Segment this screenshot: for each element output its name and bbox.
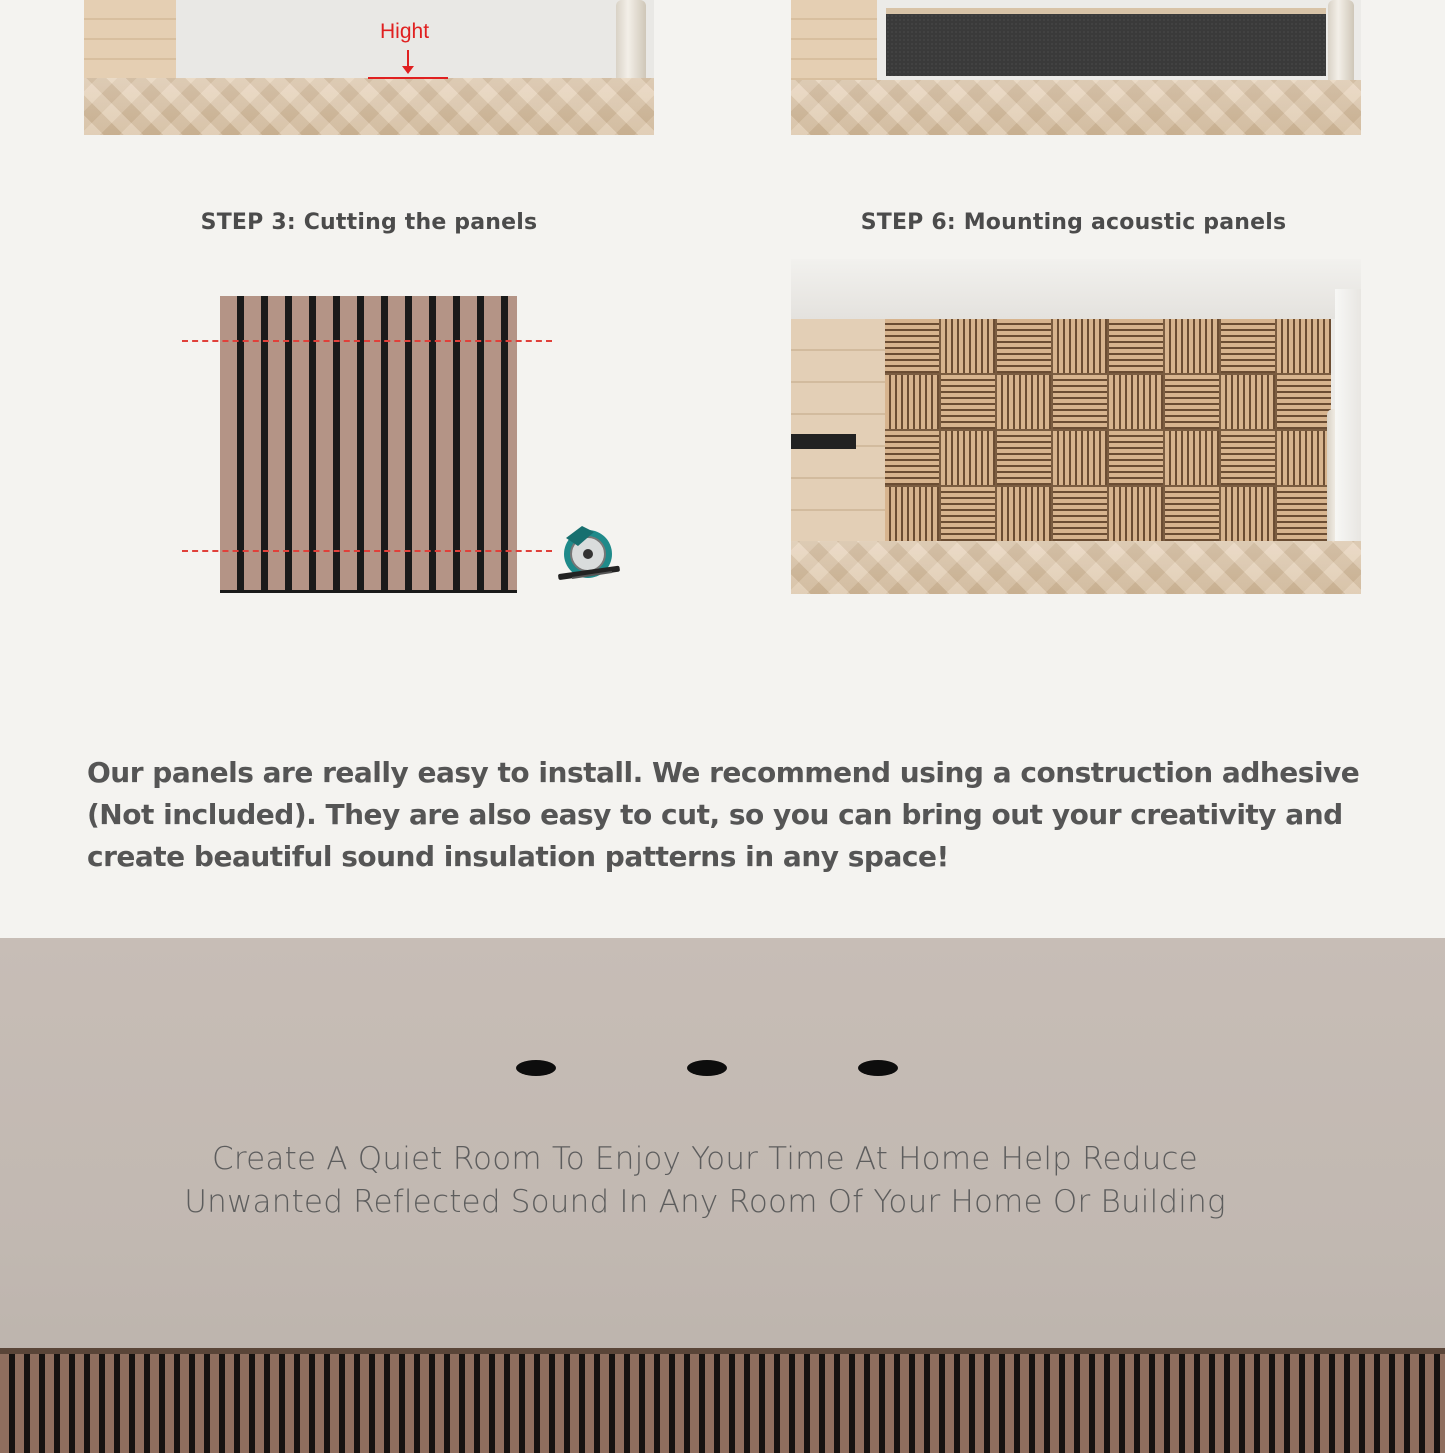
banner-tagline <box>0 1138 1410 1224</box>
floor <box>84 78 654 135</box>
height-baseline <box>368 77 448 79</box>
room-height-photo <box>84 0 654 135</box>
quiet-room-banner <box>0 938 1445 1453</box>
step3-title: STEP 3: Cutting the panels <box>200 210 538 235</box>
cabinet <box>791 0 877 80</box>
dark-panel-strip <box>886 8 1326 76</box>
floor <box>791 80 1361 135</box>
step6-title: STEP 6: Mounting acoustic panels <box>860 210 1287 235</box>
kitchen-cabinets <box>791 319 885 541</box>
cut-line-bottom <box>182 550 552 552</box>
circular-saw-icon <box>552 520 624 588</box>
room-strip-photo <box>791 0 1361 135</box>
kitchen-counter <box>791 434 856 449</box>
banner-line-1: Create A Quiet Room To Enjoy Your Time At Home Help Reduce <box>212 1141 1198 1177</box>
slat-panel-strip <box>0 1348 1445 1453</box>
spotlight-icon <box>687 1060 727 1076</box>
height-label: Hight <box>380 20 430 43</box>
banner-line-2: Unwanted Reflected Sound In Any Room Of Your Home Or Building <box>184 1184 1226 1220</box>
mounted-panels-photo <box>791 259 1361 594</box>
ceiling <box>791 259 1361 319</box>
spotlight-icon <box>858 1060 898 1076</box>
stone-pillar <box>1328 0 1354 92</box>
checkerboard-panel-wall <box>885 319 1331 541</box>
floor <box>791 541 1361 594</box>
down-arrow-icon <box>407 50 409 68</box>
window <box>1335 289 1361 549</box>
install-description: Our panels are really easy to install. We recommend using a construction adhesive (Not included). They are also easy to cut, so you can bring out your creativity and create beautiful sound insulation patterns in any space! <box>87 756 1360 873</box>
spotlight-icon <box>516 1060 556 1076</box>
cabinet <box>84 0 176 80</box>
cut-line-top <box>182 340 552 342</box>
